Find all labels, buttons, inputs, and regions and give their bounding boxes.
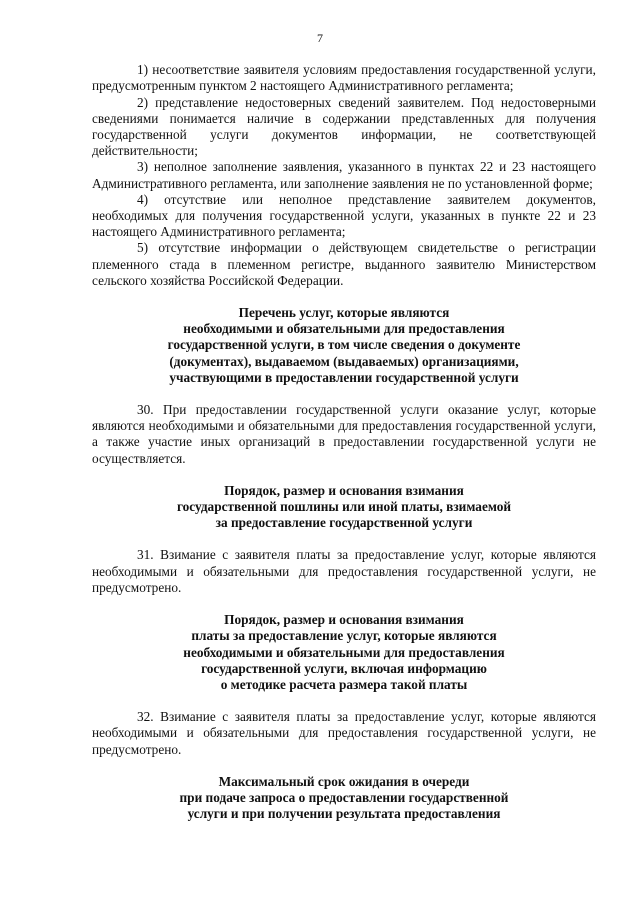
page-number: 7: [317, 31, 323, 45]
list-item: 4) отсутствие или неполное представление заявителем документов, необходимых для получения государственной услуги, указанных в пункте 22 и 23 настоящего Административного регламента;: [92, 191, 596, 240]
paragraph-31: 31. Взимание с заявителя платы за предоставление услуг, которые являются необходимыми и обязательными для предоставления государственной услуги, не предусмотрено.: [92, 547, 596, 595]
list-item: 3) неполное заполнение заявления, указанного в пунктах 22 и 23 настоящего Административного регламента, или заполнение заявления не по установленной форме;: [92, 159, 596, 191]
section-heading-state-fee: Порядок, размер и основания взимания государственной пошлины или иной платы, взимаемой за предоставление государственной услуги: [176, 482, 512, 531]
section-heading-required-services: Перечень услуг, которые являются необходимыми и обязательными для предоставления государственной услуги, в том числе сведения о документе (документах), выдаваемом (выдаваемых) организациями, участвующими в предоставлении государственной услуги: [167, 305, 521, 385]
list-item: 1) несоответствие заявителя условиям предоставления государственной услуги, предусмотренным пунктом 2 настоящего Административного регламента;: [92, 62, 596, 94]
section-heading-fee-methodology: Порядок, размер и основания взимания платы за предоставление услуг, которые являются необходимыми и обязательными для предоставления государственной услуги, включая информацию о методике расчета размера такой платы: [183, 612, 505, 692]
list-item: 2) представление недостоверных сведений заявителем. Под недостоверными сведениями понимается наличие в содержании представленных для получения государственной услуги документов информации, не соответствующей действительности;: [92, 94, 596, 159]
list-item: 5) отсутствие информации о действующем свидетельстве о регистрации племенного стада в племенном регистре, выданного заявителю Министерством сельского хозяйства Российской Федерации.: [92, 240, 596, 288]
paragraph-32: 32. Взимание с заявителя платы за предоставление услуг, которые являются необходимыми и обязательными для предоставления государственной услуги, не предусмотрено.: [92, 709, 596, 757]
section-heading-queue-time: Максимальный срок ожидания в очереди при подаче запроса о предоставлении государственной услуги и при получении результата предоставления: [179, 773, 509, 822]
paragraph-30: 30. При предоставлении государственной услуги оказание услуг, которые являются необходимыми и обязательными для предоставления государственной услуги, а также участие иных организаций в предоставлении государственной услуги не осуществляется.: [92, 402, 596, 466]
refusal-grounds-list: [92, 62, 596, 289]
